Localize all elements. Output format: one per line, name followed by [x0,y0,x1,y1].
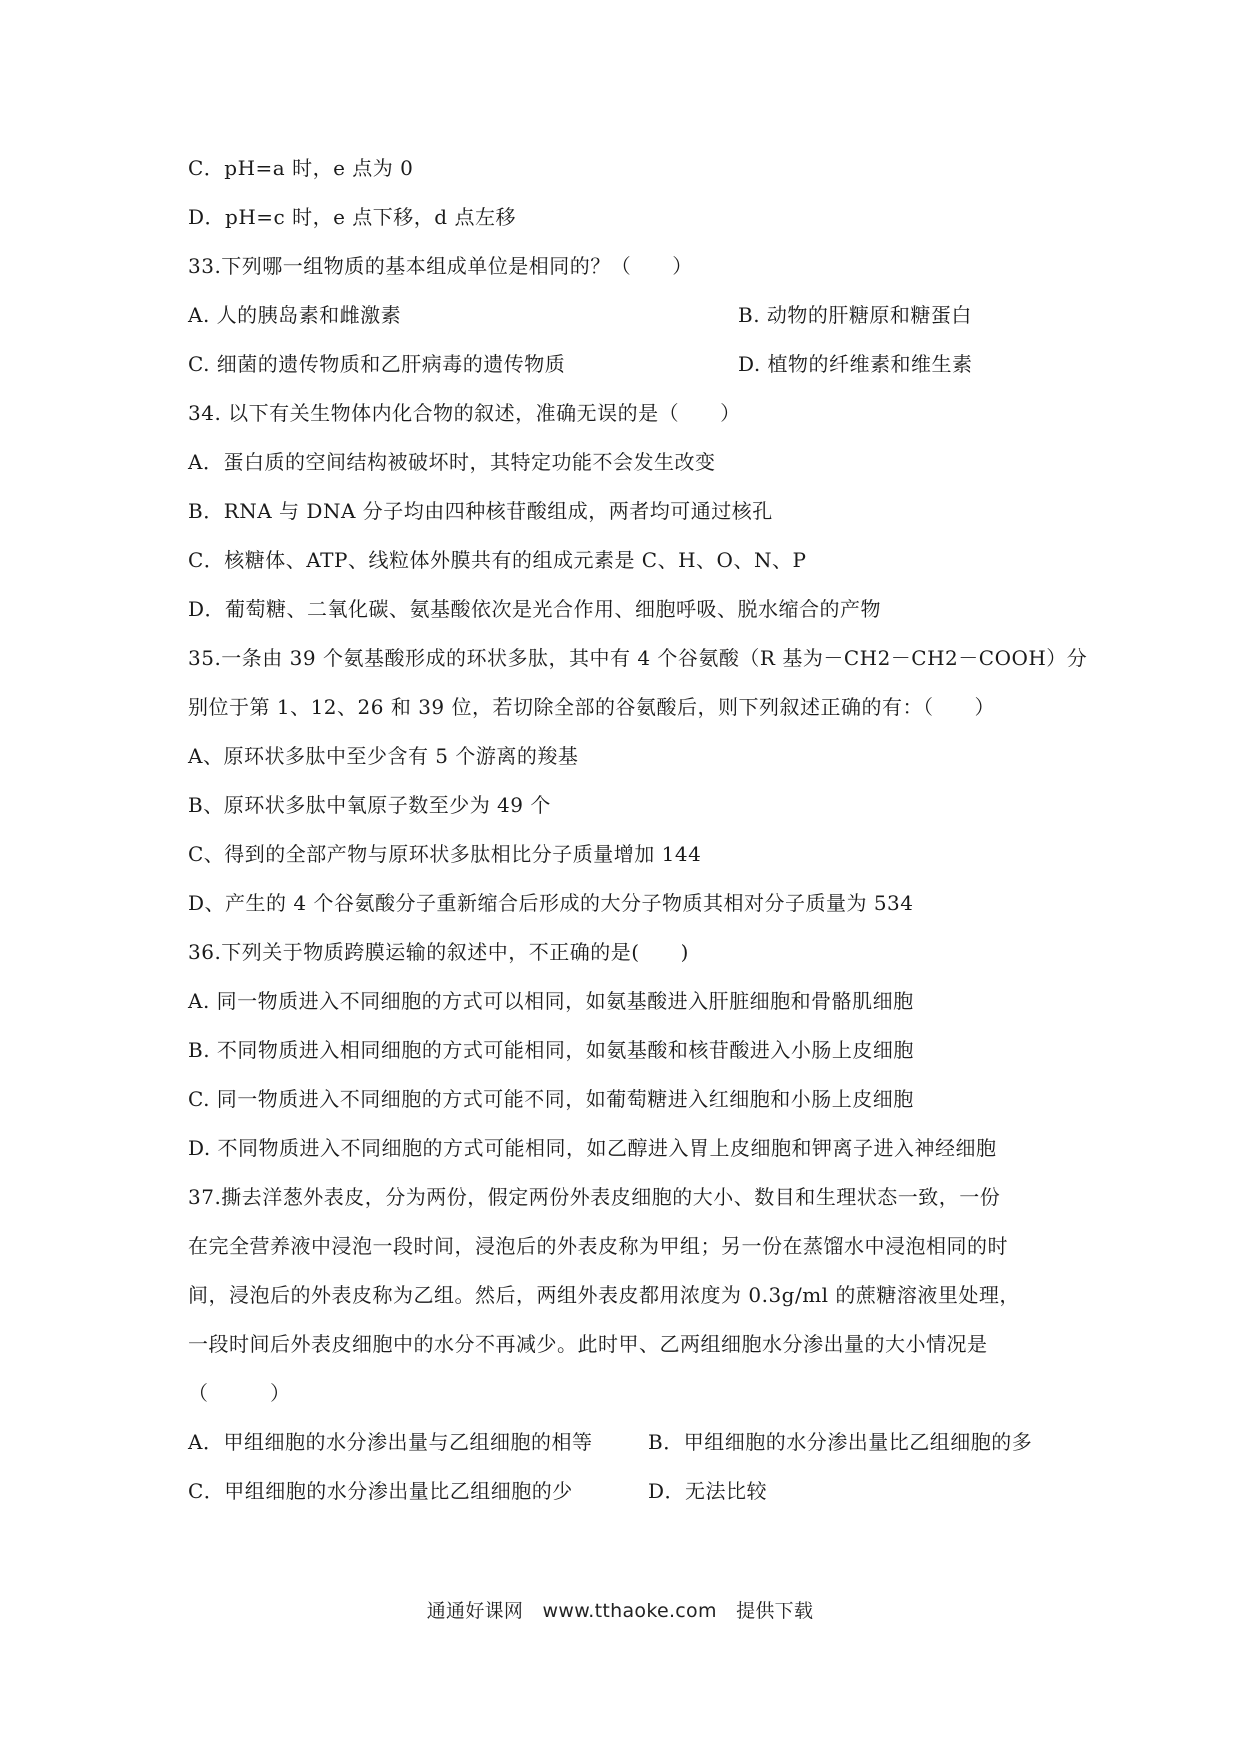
question-36 [188,928,1068,1173]
question-stem-line-2: 在完全营养液中浸泡一段时间，浸泡后的外表皮称为甲组；另一份在蒸馏水中浸泡相同的时 [188,1234,1008,1258]
question-stem: 33.下列哪一组物质的基本组成单位是相同的？（ ） [188,254,693,278]
option-d-prev: D．pH=c 时，e 点下移，d 点左移 [188,205,516,229]
option-c: C. 细菌的遗传物质和乙肝病毒的遗传物质 [188,352,566,376]
option-c: C. 同一物质进入不同细胞的方式可能不同，如葡萄糖进入红细胞和小肠上皮细胞 [188,1087,914,1111]
option-c: C．核糖体、ATP、线粒体外膜共有的组成元素是 C、H、O、N、P [188,548,807,572]
question-stem: 36.下列关于物质跨膜运输的叙述中，不正确的是( ) [188,940,689,964]
option-b: B、原环状多肽中氧原子数至少为 49 个 [188,793,551,817]
option-b: B. 不同物质进入相同细胞的方式可能相同，如氨基酸和核苷酸进入小肠上皮细胞 [188,1038,914,1062]
answer-bracket: （ ） [188,1381,291,1405]
question-stem-line-3: 间，浸泡后的外表皮称为乙组。然后，两组外表皮都用浓度为 0.3g/ml 的蔗糖溶液里处理， [188,1283,1020,1307]
option-row [188,1418,1068,1467]
question-35 [188,634,1088,928]
option-a: A. 人的胰岛素和雌激素 [188,303,402,327]
question-37 [188,1173,1068,1516]
option-a: A、原环状多肽中至少含有 5 个游离的羧基 [188,744,579,768]
option-a: A．甲组细胞的水分渗出量与乙组细胞的相等 [188,1430,593,1454]
option-row [188,340,1068,389]
option-row [188,1467,1068,1516]
question-stem: 34. 以下有关生物体内化合物的叙述，准确无误的是（ ） [188,401,741,425]
page-content [188,144,1088,1516]
option-b: B．RNA 与 DNA 分子均由四种核苷酸组成，两者均可通过核孔 [188,499,773,523]
question-stem-line-1: 37.撕去洋葱外表皮，分为两份，假定两份外表皮细胞的大小、数目和生理状态一致，一份 [188,1185,1001,1209]
question-stem-line-4: 一段时间后外表皮细胞中的水分不再减少。此时甲、乙两组细胞水分渗出量的大小情况是 [188,1332,988,1356]
option-b: B. 动物的肝糖原和糖蛋白 [738,303,972,327]
option-d: D. 植物的纤维素和维生素 [738,352,973,376]
option-a: A．蛋白质的空间结构被破坏时，其特定功能不会发生改变 [188,450,716,474]
question-stem-line-1: 35.一条由 39 个氨基酸形成的环状多肽，其中有 4 个谷氨酸（R 基为－CH2－CH2－COOH）分 [188,646,1088,670]
question-stem-line-2: 别位于第 1、12、26 和 39 位，若切除全部的谷氨酸后，则下列叙述正确的有：（ ） [188,695,996,719]
option-d: D. 不同物质进入不同细胞的方式可能相同，如乙醇进入胃上皮细胞和钾离子进入神经细胞 [188,1136,997,1160]
option-d: D、产生的 4 个谷氨酸分子重新缩合后形成的大分子物质其相对分子质量为 534 [188,891,914,915]
question-34 [188,389,1068,634]
option-c: C、得到的全部产物与原环状多肽相比分子质量增加 144 [188,842,702,866]
option-a: A. 同一物质进入不同细胞的方式可以相同，如氨基酸进入肝脏细胞和骨骼肌细胞 [188,989,914,1013]
page-footer: 通通好课网 www.tthaoke.com 提供下载 [426,1600,814,1622]
option-c-prev: C．pH=a 时，e 点为 0 [188,156,414,180]
option-c: C．甲组细胞的水分渗出量比乙组细胞的少 [188,1479,573,1503]
option-row [188,291,1068,340]
question-33 [188,242,1068,389]
option-b: B．甲组细胞的水分渗出量比乙组细胞的多 [648,1430,1033,1454]
option-d: D．无法比较 [648,1479,768,1503]
option-d: D．葡萄糖、二氧化碳、氨基酸依次是光合作用、细胞呼吸、脱水缩合的产物 [188,597,882,621]
